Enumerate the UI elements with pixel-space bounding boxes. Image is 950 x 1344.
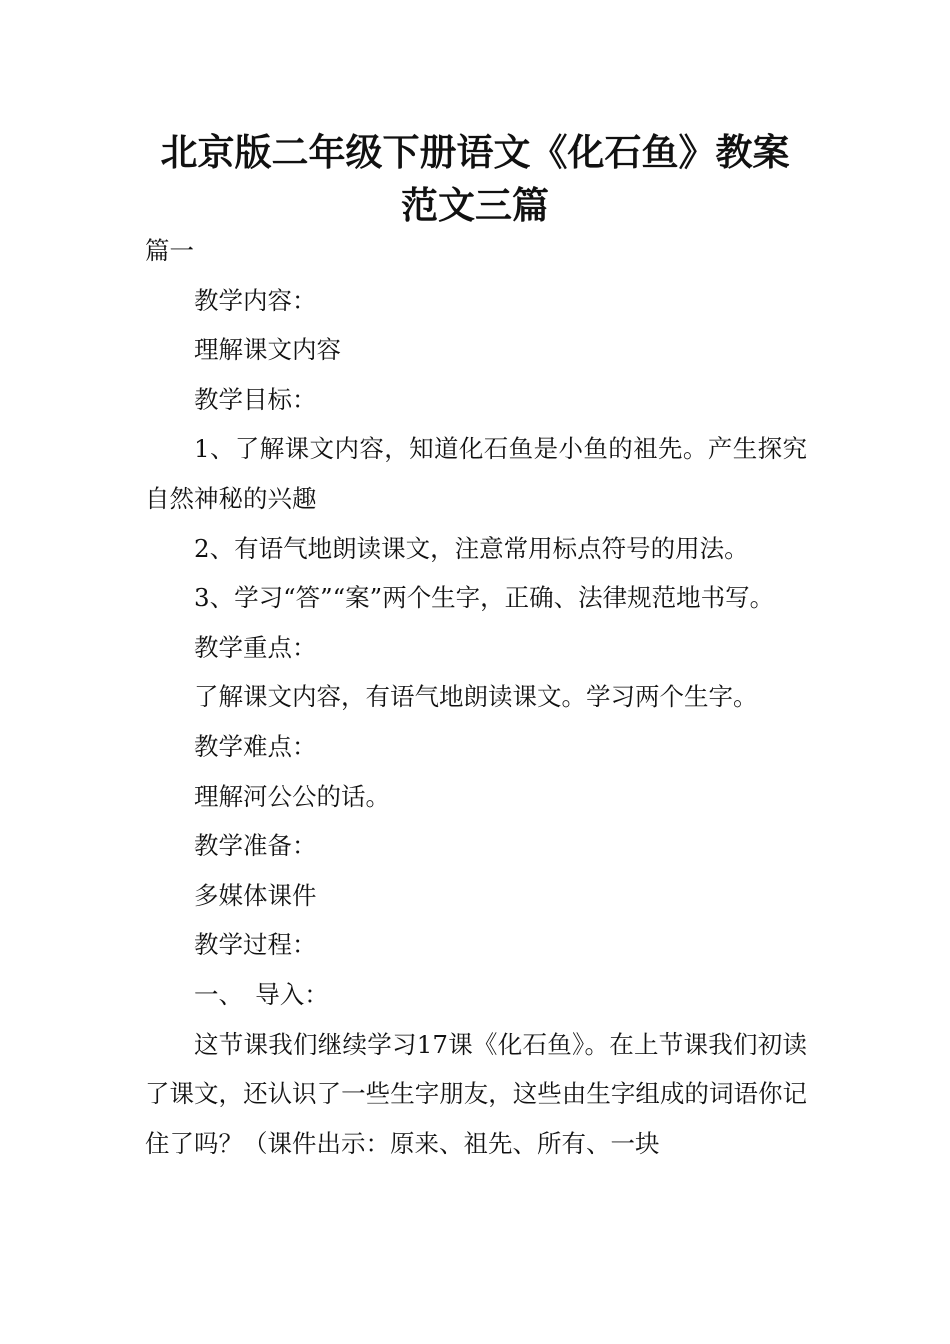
heading-key-points: 教学重点：: [194, 632, 317, 662]
heading-difficulties: 教学难点：: [194, 731, 317, 761]
document-body: [145, 226, 807, 1168]
goal-item: 1、了解课文内容，知道化石鱼是小鱼的祖先。产生探究自然神秘的兴趣: [145, 434, 807, 513]
section-heading: 篇一: [145, 236, 194, 265]
goal-item: 2、有语气地朗读课文，注意常用标点符号的用法。: [194, 533, 749, 563]
heading-process: 教学过程：: [194, 930, 317, 960]
heading-teaching-content: 教学内容：: [194, 285, 317, 315]
paragraph: 理解课文内容: [194, 335, 341, 365]
paragraph: 多媒体课件: [194, 880, 317, 910]
goal-item: 3、学习“答”“案”两个生字，正确、法律规范地书写。: [194, 583, 775, 613]
paragraph: 这节课我们继续学习17课《化石鱼》。在上节课我们初读了课文，还认识了一些生字朋友，这些由生字组成的词语你记住了吗？（课件出示：原来、祖先、所有、一块: [145, 1029, 807, 1158]
paragraph: 理解河公公的话。: [194, 781, 390, 811]
document-title: 北京版二年级下册语文《化石鱼》教案范文三篇: [160, 131, 790, 227]
heading-preparation: 教学准备：: [194, 831, 317, 861]
step-heading: 一、 导入：: [194, 979, 329, 1009]
heading-teaching-goals: 教学目标：: [194, 384, 317, 414]
paragraph: 了解课文内容，有语气地朗读课文。学习两个生字。: [194, 682, 758, 712]
